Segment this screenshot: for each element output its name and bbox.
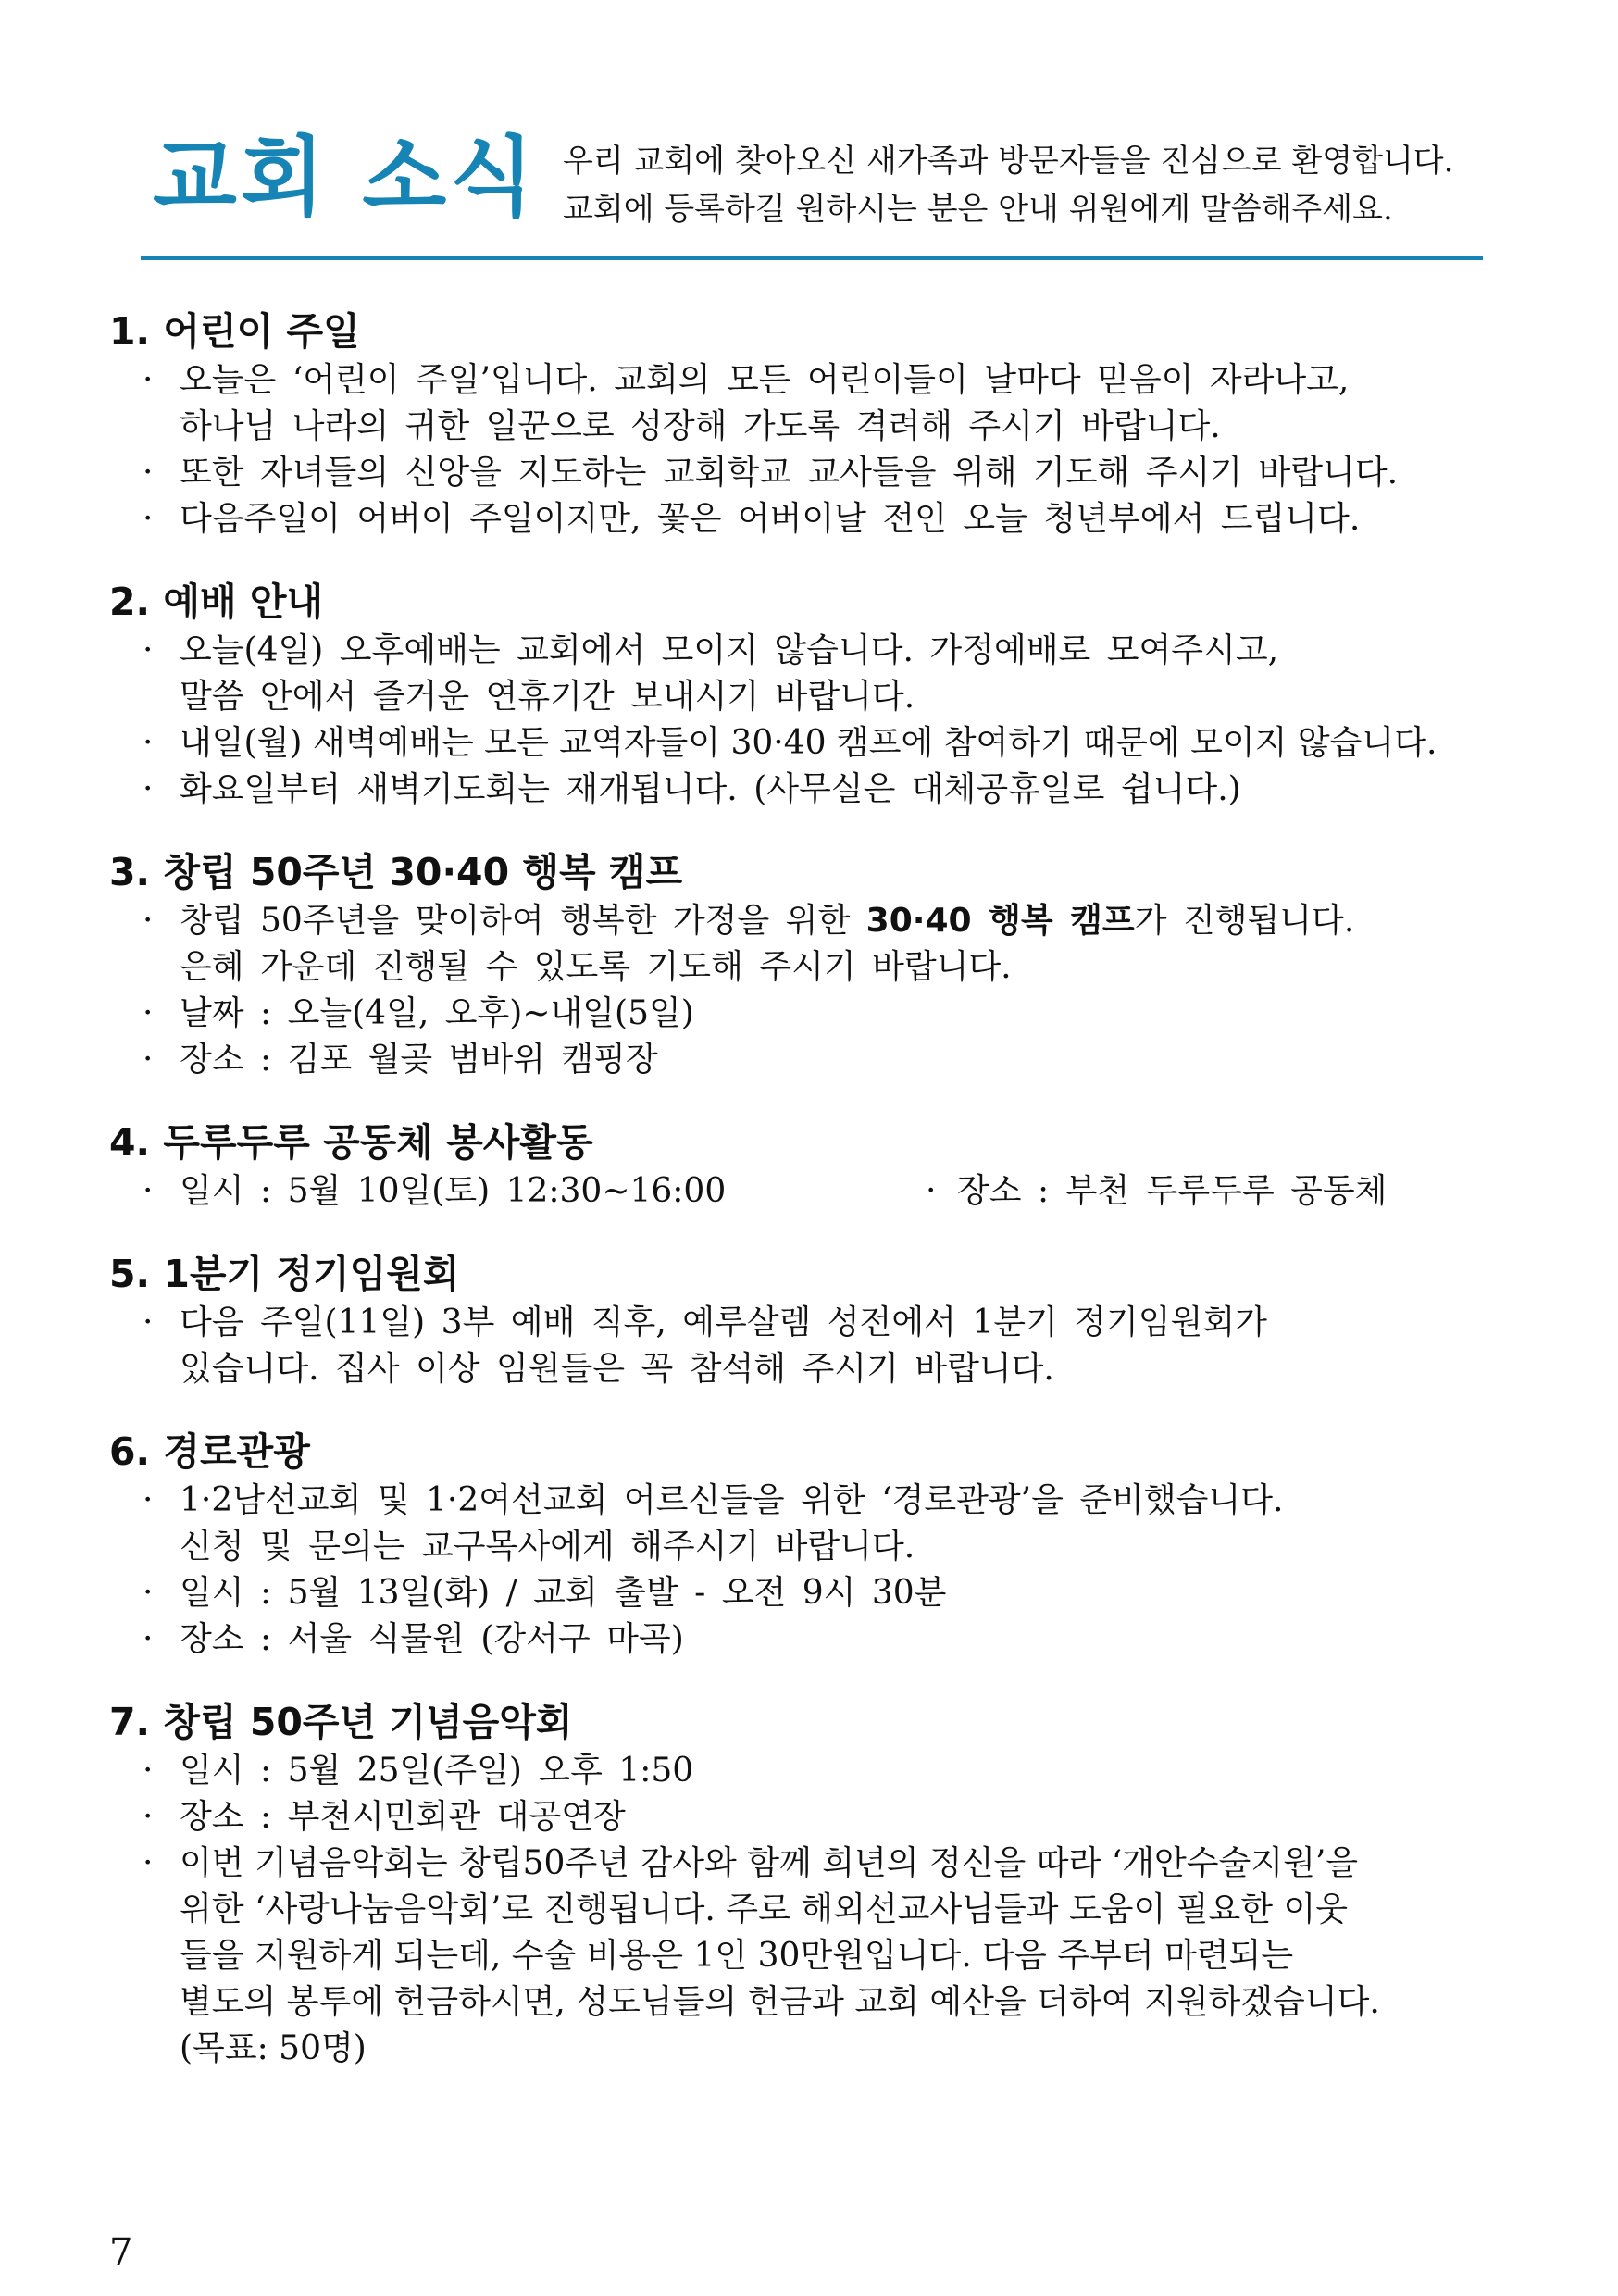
bullet: · bbox=[143, 1752, 154, 1790]
bullet: · bbox=[143, 1574, 154, 1612]
header-divider bbox=[141, 256, 1483, 260]
bullet: · bbox=[143, 1041, 154, 1079]
section-title: 5. 1분기 정기임원회 bbox=[109, 1252, 460, 1296]
bullet: · bbox=[143, 454, 154, 492]
item-continuation: 하나님 나라의 귀한 일꾼으로 성장해 가도록 격려해 주시기 바랍니다. bbox=[180, 407, 1221, 445]
item-text: 오늘은 ‘어린이 주일’입니다. 교회의 모든 어린이들이 날마다 믿음이 자라나고, bbox=[180, 361, 1350, 399]
list-item bbox=[109, 898, 1521, 944]
list-item bbox=[109, 1748, 1521, 1794]
bullet: · bbox=[143, 1172, 154, 1210]
welcome-line: 우리 교회에 찾아오신 새가족과 방문자들을 진심으로 환영합니다. bbox=[563, 143, 1454, 180]
item-text: 일시 : 5월 25일(주일) 오후 1:50 bbox=[180, 1752, 694, 1790]
list-item bbox=[109, 628, 1521, 674]
list-item bbox=[109, 1841, 1521, 1887]
bullet: · bbox=[143, 1481, 154, 1519]
camp-name: 30·40 행복 캠프 bbox=[865, 902, 1135, 940]
item-continuation: 말씀 안에서 즐거운 연휴기간 보내시기 바랍니다. bbox=[180, 678, 915, 716]
bullet: · bbox=[926, 1172, 937, 1210]
volunteer-details bbox=[109, 1168, 1521, 1215]
page-number: 7 bbox=[109, 2231, 133, 2274]
item-text: 일시 : 5월 13일(화) / 교회 출발 - 오전 9시 30분 bbox=[180, 1574, 947, 1612]
bullet: · bbox=[143, 1798, 154, 1836]
news-list bbox=[109, 306, 1521, 2105]
bullet: · bbox=[143, 1304, 154, 1341]
section-happy-camp bbox=[109, 846, 1521, 1083]
section-anniversary-concert bbox=[109, 1696, 1521, 2072]
header bbox=[143, 128, 1486, 257]
list-item bbox=[109, 1037, 1521, 1083]
section-title: 7. 창립 50주년 기념음악회 bbox=[109, 1700, 573, 1744]
item-text: 다음주일이 어버이 주일이지만, 꽃은 어버이날 전인 오늘 청년부에서 드립니다. bbox=[180, 500, 1361, 538]
bullet: · bbox=[143, 1844, 154, 1882]
section-title: 2. 예배 안내 bbox=[109, 580, 324, 624]
item-text: 창립 50주년을 맞이하여 행복한 가정을 위한 bbox=[180, 902, 866, 940]
item-continuation: 신청 및 문의는 교구목사에게 해주시기 바랍니다. bbox=[180, 1528, 915, 1566]
item-text: 또한 자녀들의 신앙을 지도하는 교회학교 교사들을 위해 기도해 주시기 바랍니다. bbox=[180, 454, 1399, 492]
list-item bbox=[109, 1570, 1521, 1616]
section-title: 3. 창립 50주년 30·40 행복 캠프 bbox=[109, 850, 683, 894]
bullet: · bbox=[143, 724, 154, 762]
item-continuation: 은혜 가운데 진행될 수 있도록 기도해 주시기 바랍니다. bbox=[180, 948, 1012, 986]
section-childrens-sunday bbox=[109, 306, 1521, 543]
bullet: · bbox=[143, 500, 154, 538]
item-continuation: 별도의 봉투에 헌금하시면, 성도님들의 헌금과 교회 예산을 더하여 지원하겠습니다. bbox=[180, 1983, 1380, 2021]
section-title: 6. 경로관광 bbox=[109, 1429, 310, 1474]
item-continuation: 있습니다. 집사 이상 임원들은 꼭 참석해 주시기 바랍니다. bbox=[180, 1350, 1054, 1388]
list-item bbox=[109, 1168, 920, 1215]
list-item bbox=[920, 1168, 1387, 1215]
item-text: 이번 기념음악회는 창립50주년 감사와 함께 희년의 정신을 따라 ‘개안수술지원’을 bbox=[180, 1844, 1359, 1882]
welcome-message bbox=[563, 137, 1488, 233]
bullet: · bbox=[143, 361, 154, 399]
section-volunteer bbox=[109, 1117, 1521, 1215]
item-text: 장소 : 서울 식물원 (강서구 마곡) bbox=[180, 1620, 684, 1658]
bullet: · bbox=[143, 902, 154, 940]
list-item bbox=[109, 1300, 1521, 1346]
item-continuation: 들을 지원하게 되는데, 수술 비용은 1인 30만원입니다. 다음 주부터 마련되는 bbox=[180, 1937, 1294, 1975]
item-text: 장소 : 김포 월곶 범바위 캠핑장 bbox=[180, 1041, 658, 1079]
section-worship-info bbox=[109, 576, 1521, 813]
item-text: 오늘(4일) 오후예배는 교회에서 모이지 않습니다. 가정예배로 모여주시고, bbox=[180, 631, 1279, 669]
item-continuation: (목표: 50명) bbox=[180, 2029, 367, 2067]
section-title: 1. 어린이 주일 bbox=[109, 309, 360, 354]
item-text: 장소 : 부천시민회관 대공연장 bbox=[180, 1798, 626, 1836]
section-senior-tour bbox=[109, 1426, 1521, 1663]
item-text: 화요일부터 새벽기도회는 재개됩니다. (사무실은 대체공휴일로 쉽니다.) bbox=[180, 770, 1241, 808]
bullet: · bbox=[143, 770, 154, 808]
item-text: 다음 주일(11일) 3부 예배 직후, 예루살렘 성전에서 1분기 정기임원회가 bbox=[180, 1304, 1267, 1341]
list-item bbox=[109, 767, 1521, 813]
section-title: 4. 두루두루 공동체 봉사활동 bbox=[109, 1120, 593, 1165]
item-text: 가 진행됩니다. bbox=[1134, 902, 1355, 940]
bullet: · bbox=[143, 631, 154, 669]
list-item bbox=[109, 1478, 1521, 1524]
item-text: 1·2남선교회 및 1·2여선교회 어르신들을 위한 ‘경로관광’을 준비했습니다. bbox=[180, 1481, 1284, 1519]
section-officers-meeting bbox=[109, 1248, 1521, 1392]
item-continuation: 위한 ‘사랑나눔음악회’로 진행됩니다. 주로 해외선교사님들과 도움이 필요한 이웃 bbox=[180, 1890, 1349, 1928]
item-text: 내일(월) 새벽예배는 모든 교역자들이 30·40 캠프에 참여하기 때문에 모이지 않습니다. bbox=[180, 724, 1438, 762]
list-item bbox=[109, 720, 1521, 767]
list-item bbox=[109, 450, 1521, 496]
list-item bbox=[109, 991, 1521, 1037]
bullet: · bbox=[143, 1620, 154, 1658]
page-title: 교회 소식 bbox=[153, 128, 538, 229]
list-item bbox=[109, 496, 1521, 543]
welcome-line: 교회에 등록하길 원하시는 분은 안내 위원에게 말씀해주세요. bbox=[563, 191, 1393, 228]
item-text: 일시 : 5월 10일(토) 12:30~16:00 bbox=[180, 1172, 727, 1210]
list-item bbox=[109, 1794, 1521, 1841]
bullet: · bbox=[143, 994, 154, 1032]
item-text: 장소 : 부천 두루두루 공동체 bbox=[957, 1172, 1388, 1210]
item-text: 날짜 : 오늘(4일, 오후)~내일(5일) bbox=[180, 994, 694, 1032]
list-item bbox=[109, 357, 1521, 404]
list-item bbox=[109, 1616, 1521, 1663]
